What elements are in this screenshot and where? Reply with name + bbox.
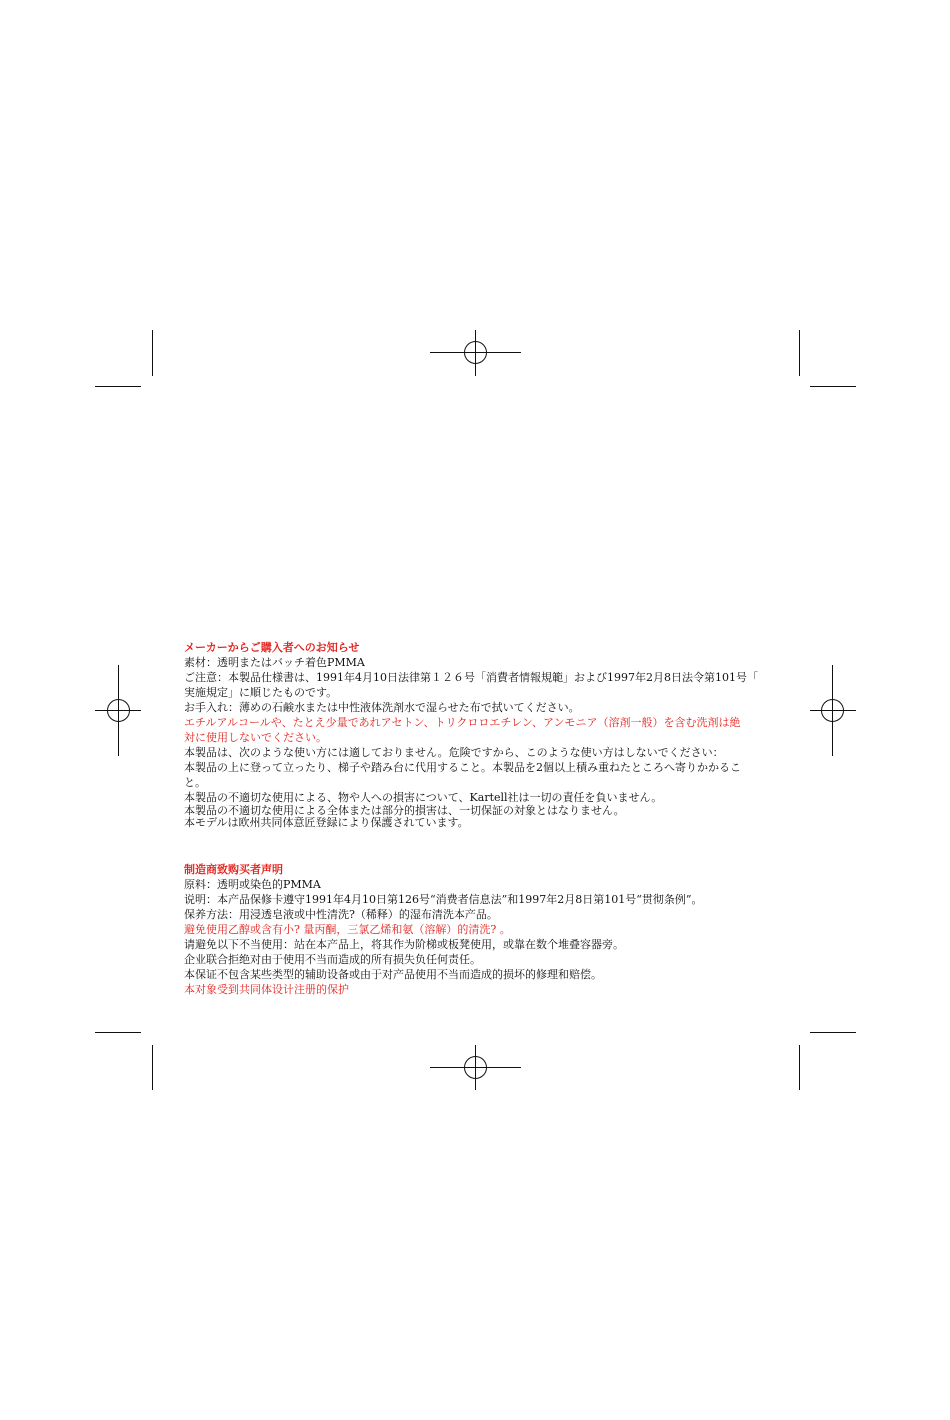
japanese-warranty: 本製品の不適切な使用による全体または部分的損害は、一切保証の対象とはなりません。 — [184, 804, 625, 817]
japanese-unsuitable-detail-line-1: 本製品の上に登って立ったり、梯子や踏み台に代用すること。本製品を2個以上積み重ねたところへ寄りかかるこ — [184, 761, 741, 774]
japanese-warning-line-2: 対に使用しないでください。 — [184, 731, 327, 744]
japanese-liability: 本製品の不適切な使用による、物や人への損害について、Kartell社は一切の責任を負いません。 — [184, 791, 663, 804]
japanese-unsuitable-detail-line-2: と。 — [184, 776, 206, 789]
registration-mark-bottom — [430, 1045, 521, 1090]
japanese-care: お手入れ：薄めの石鹸水または中性液体洗剤水で湿らせた布で拭いてください。 — [184, 701, 580, 714]
chinese-material: 原料：透明或染色的PMMA — [184, 878, 321, 891]
chinese-design: 本对象受到共同体设计注册的保护 — [184, 983, 349, 996]
chinese-warranty: 本保证不包含某些类型的辅助设备或由于对产品使用不当而造成的损坏的修理和赔偿。 — [184, 968, 602, 981]
japanese-notice-line-2: 実施規定」に順じたものです。 — [184, 686, 338, 699]
japanese-warning-line-1: エチルアルコールや、たとえ少量であれアセトン、トリクロロエチレン、アンモニア（溶剤一般）を含む洗剤は絶 — [184, 716, 741, 729]
chinese-notice — [184, 862, 774, 997]
chinese-warning: 避免使用乙醇或含有小? 量丙酮，三氯乙烯和氨（溶解）的清洗? 。 — [184, 923, 511, 936]
registration-mark-left — [95, 665, 141, 756]
japanese-design: 本モデルは欧州共同体意匠登録により保護されています。 — [184, 816, 469, 829]
japanese-notice-line-1: ご注意：本製品仕様書は、1991年4月10日法律第１２６号「消費者情報規範」および1997年2月8日法令第101号「 — [184, 671, 758, 684]
chinese-explanation: 说明：本产品保修卡遵守1991年4月10日第126号“消费者信息法”和1997年2月8日第101号“贯彻条例”。 — [184, 893, 703, 906]
japanese-notice — [184, 640, 774, 829]
chinese-heading: 制造商致购买者声明 — [184, 863, 283, 876]
chinese-avoid: 请避免以下不当使用：站在本产品上，将其作为阶梯或板凳使用，或靠在数个堆叠容器旁。 — [184, 938, 624, 951]
chinese-care: 保养方法：用浸透皂液或中性清洗?（稀释）的湿布清洗本产品。 — [184, 908, 498, 921]
japanese-unsuitable: 本製品は、次のような使い方には適しておりません。危険ですから、このような使い方はしないでください： — [184, 746, 724, 759]
registration-mark-top — [430, 330, 521, 376]
japanese-heading: メーカーからご購入者へのお知らせ — [184, 641, 360, 654]
japanese-material: 素材：透明またはバッチ着色PMMA — [184, 656, 365, 669]
registration-mark-right — [810, 665, 856, 756]
chinese-company: 企业联合拒绝对由于使用不当而造成的所有损失负任何责任。 — [184, 953, 481, 966]
